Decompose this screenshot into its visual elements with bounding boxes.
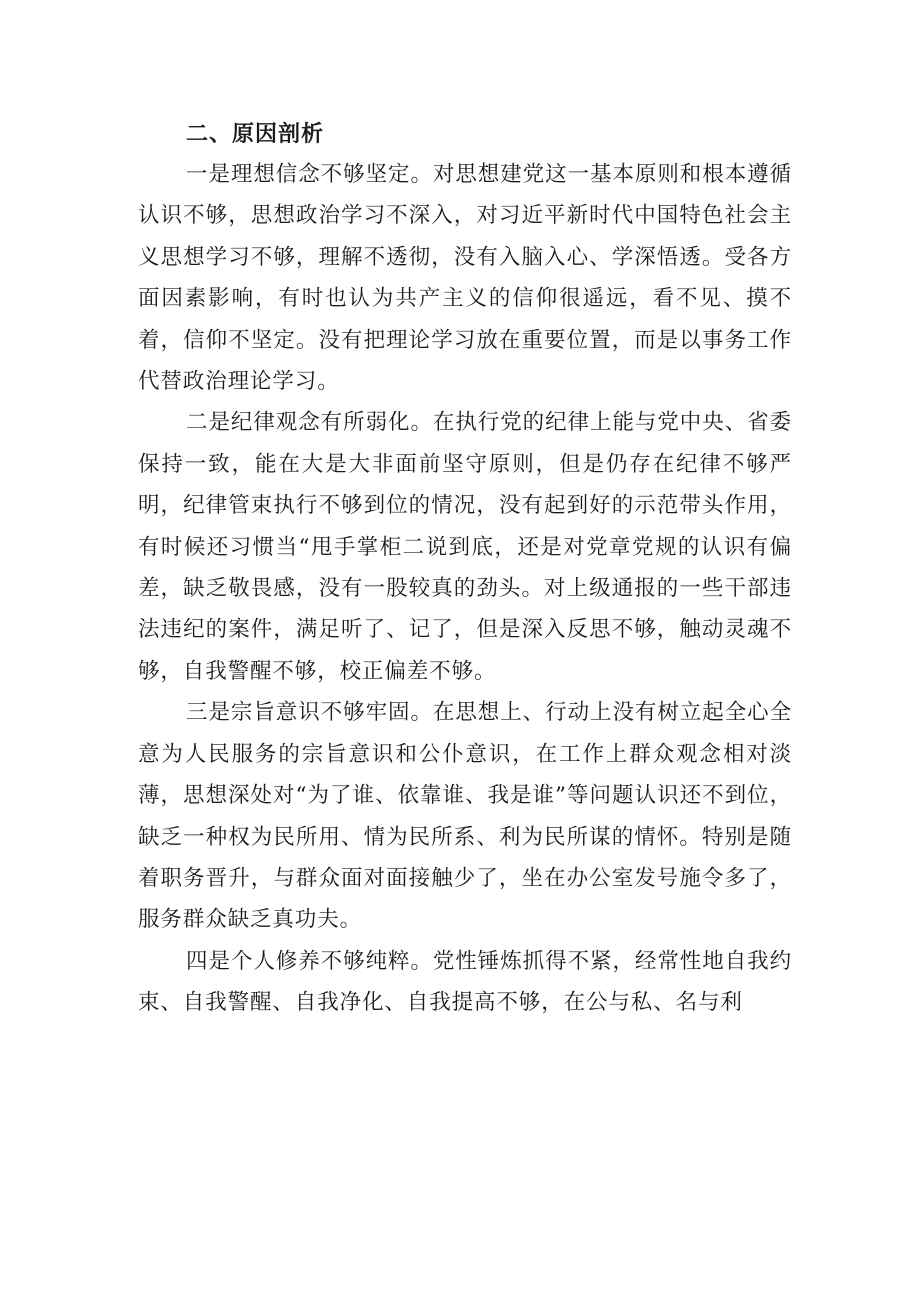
section-heading: 二、原因剖析: [186, 122, 325, 147]
document-body: [138, 116, 792, 1024]
paragraph-purpose-awareness: 三是宗旨意识不够牢固。在思想上、行动上没有树立起全心全意为人民服务的宗旨意识和公仆意识，在工作上群众观念相对淡薄，思想深处对“为了谁、依靠谁、我是谁”等问题认识还不到位，缺乏一种权为民所用、情为民所系、利为民所谋的情怀。特别是随着职务晋升，与群众面对面接触少了，坐在办公室发号施令多了，服务群众缺乏真功夫。: [138, 700, 792, 933]
paragraph-ideals-belief: 一是理想信念不够坚定。对思想建党这一基本原则和根本遵循认识不够，思想政治学习不深入，对习近平新时代中国特色社会主义思想学习不够，理解不透彻，没有入脑入心、学深悟透。受各方面因素影响，有时也认为共产主义的信仰很遥远，看不见、摸不着，信仰不坚定。没有把理论学习放在重要位置，而是以事务工作代替政治理论学习。: [138, 162, 792, 395]
paragraph-discipline: 二是纪律观念有所弱化。在执行党的纪律上能与党中央、省委保持一致，能在大是大非面前坚守原则，但是仍存在纪律不够严明，纪律管束执行不够到位的情况，没有起到好的示范带头作用，有时候还习惯当“甩手掌柜二说到底，还是对党章党规的认识有偏差，缺乏敬畏感，没有一股较真的劲头。对上级通报的一些干部违法违纪的案件，满足听了、记了，但是深入反思不够，触动灵魂不够，自我警醒不够，校正偏差不够。: [138, 410, 792, 684]
paragraph-personal-cultivation: 四是个人修养不够纯粹。党性锤炼抓得不紧，经常性地自我约束、自我警醒、自我净化、自我提高不够，在公与私、名与利: [138, 948, 792, 1016]
